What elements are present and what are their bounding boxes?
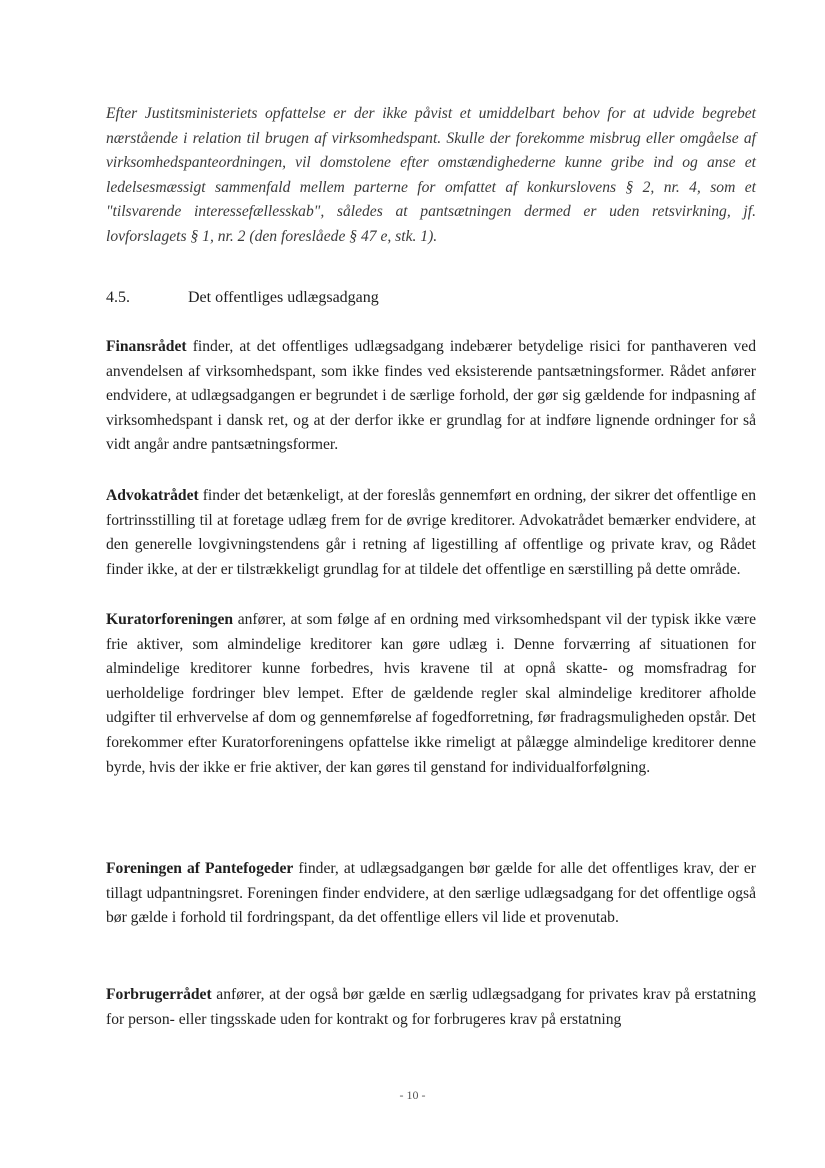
paragraph-text: finder, at det offentliges udlægsadgang indebærer betydelige risici for panthaveren ved anvendelsen af virksomhedspant, som ikke findes ved eksisterende pantsætningsformer. Rådet anfører endvidere, at udlægsadgangen er begrundet i de særlige forhold, der gør sig gældende for indpasning af virksomhedspant i dansk ret, og at der derfor ikke er grundlag for at indføre lignende ordninger for så vidt angår andre pantsætningsformer. [106,338,756,454]
intro-italic-paragraph: Efter Justitsministeriets opfattelse er der ikke påvist et umiddelbart behov for at udvide begrebet nærstående i relation til brugen af virksomhedspant. Skulle der forekomme misbrug eller omgåelse af virksomhedspanteordningen, vil domstolene efter omstændighederne kunne gribe ind og anse et ledelsesmæssigt sammenfald mellem parterne for omfattet af konkurslovens § 2, nr. 4, som et "tilsvarende interessefællesskab", således at pantsætningen dermed er uden retsvirkning, jf. lovforslagets § 1, nr. 2 (den foreslåede § 47 e, stk. 1). [106,105,756,245]
paragraph-text: anfører, at som følge af en ordning med virksomhedspant vil der typisk ikke være frie aktiver, som almindelige kreditorer kan gøre udlæg i. Denne forværring af situationen for almindelige kreditorer kunne forbedres, hvis kravene til at opnå skatte- og momsfradrag for uerholdelige fordringer blev lempet. Efter de gældende regler skal almindelige kreditorer afholde udgifter til erhvervelse af dom og gennemførelse af fogedforretning, før fradragsmuligheden opstår. Det forekommer efter Kuratorforeningens opfattelse ikke rimeligt at pålægge almindelige kreditorer denne byrde, hvis der ikke er frie aktiver, der kan gøres til genstand for individualforfølgning. [106,611,756,776]
paragraph-finansraadet [106,335,756,458]
paragraph-pantefogeder [106,857,756,931]
paragraph-text: anfører, at der også bør gælde en særlig udlægsadgang for privates krav på erstatning for person- eller tingsskade uden for kontrakt og for forbrugeres krav på erstatning [106,986,756,1028]
section-heading [106,286,379,310]
section-number: 4.5. [106,289,130,306]
section-title: Det offentliges udlægsadgang [188,289,379,306]
paragraph-text: finder det betænkeligt, at der foreslås gennemført en ordning, der sikrer det offentlige en fortrinsstilling til at foretage udlæg frem for de øvrige kreditorer. Advokatrådet bemærker endvidere, at den generelle lovgivningstendens går i retning af ligestilling af offentlige og private krav, og Rådet finder ikke, at der er tilstrækkeligt grundlag for at tildele det offentlige en særstilling på dette område. [106,487,756,578]
paragraph-advokatraadet [106,484,756,582]
paragraph-lead: Forbrugerrådet [106,986,212,1003]
paragraph-lead: Finansrådet [106,338,187,355]
paragraph-kuratorforeningen [106,608,756,780]
paragraph-lead: Advokatrådet [106,487,199,504]
paragraph-lead: Foreningen af Pantefogeder [106,860,294,877]
paragraph-forbrugerraadet [106,983,756,1032]
paragraph-lead: Kuratorforeningen [106,611,234,628]
paragraph-text: finder, at udlægsadgangen bør gælde for alle det offentliges krav, der er tillagt udpantningsret. Foreningen finder endvidere, at den særlige udlægsadgang for det offentlige også bør gælde i forhold til fordringspant, da det offentlige ellers vil lide et provenutab. [106,860,756,927]
page-number: - 10 - [399,1088,426,1102]
